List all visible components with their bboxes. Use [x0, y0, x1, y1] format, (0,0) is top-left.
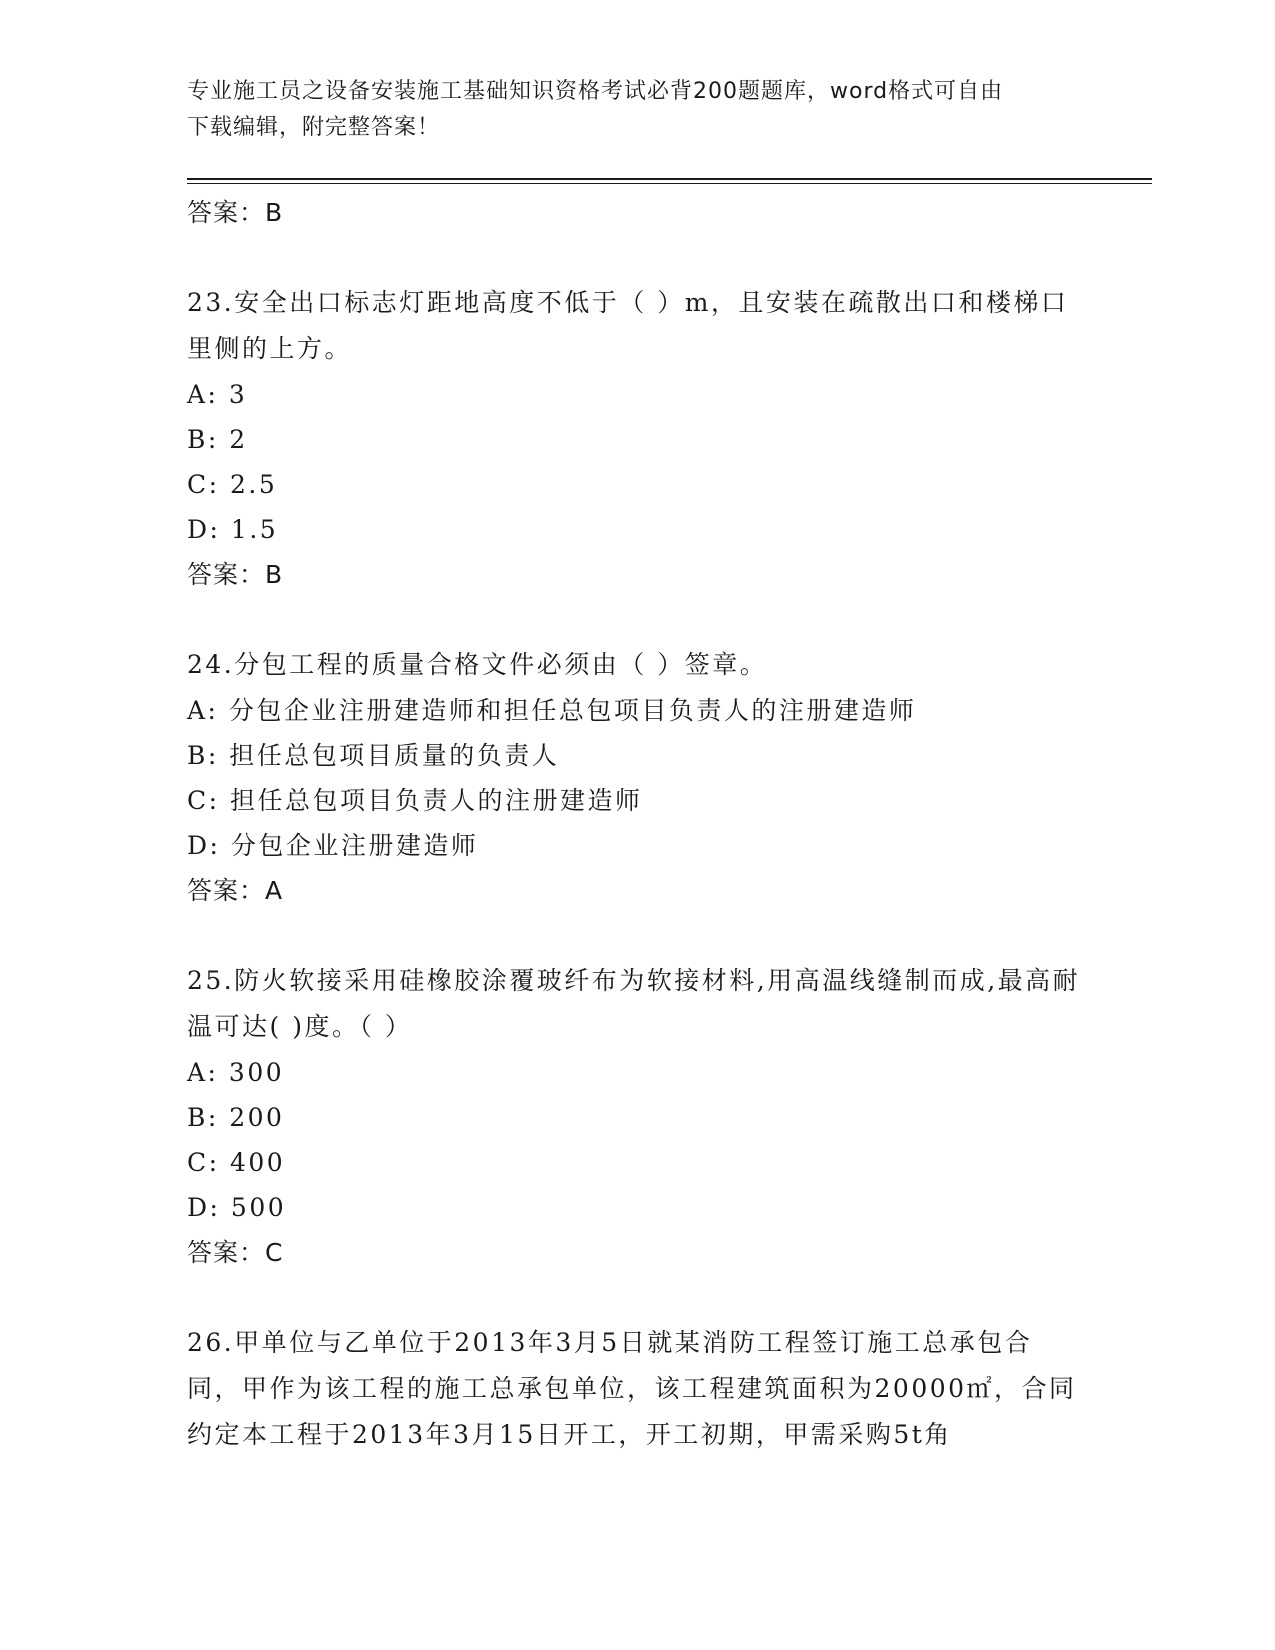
spacer — [187, 598, 1087, 642]
answer-line: 答案：B — [187, 198, 284, 227]
document-header — [187, 74, 1077, 146]
option-a: A: 分包企业注册建造师和担任总包项目负责人的注册建造师 — [187, 696, 917, 725]
option-c: C: 担任总包项目负责人的注册建造师 — [187, 786, 643, 815]
question-text: 24.分包工程的质量合格文件必须由（ ）签章。 — [187, 650, 768, 679]
option-d: D: 分包企业注册建造师 — [187, 831, 479, 860]
question-block — [187, 280, 1087, 598]
option-b: B: 200 — [187, 1103, 285, 1132]
option-a: A: 3 — [187, 380, 248, 409]
option-c: C: 2.5 — [187, 470, 278, 499]
spacer — [187, 1276, 1087, 1320]
option-c: C: 400 — [187, 1148, 286, 1177]
question-block — [187, 958, 1087, 1276]
question-text: 23.安全出口标志灯距地高度不低于（ ）m，且安装在疏散出口和楼梯口里侧的上方。 — [187, 288, 1069, 363]
answer-line: 答案：B — [187, 560, 284, 589]
option-d: D: 500 — [187, 1193, 287, 1222]
option-d: D: 1.5 — [187, 515, 279, 544]
option-b: B: 2 — [187, 425, 248, 454]
spacer — [187, 236, 1087, 280]
answer-line: 答案：A — [187, 876, 284, 905]
option-b: B: 担任总包项目质量的负责人 — [187, 741, 560, 770]
question-text: 26.甲单位与乙单位于2013年3月5日就某消防工程签订施工总承包合同，甲作为该工程的施工总承包单位，该工程建筑面积为20000㎡，合同约定本工程于2013年3月15日开工，开工初期，甲需采购5t角 — [187, 1328, 1077, 1449]
question-block — [187, 1320, 1087, 1458]
header-rule-thick — [187, 178, 1152, 180]
question-block — [187, 642, 1087, 914]
option-a: A: 300 — [187, 1058, 285, 1087]
header-title-line-1: 专业施工员之设备安装施工基础知识资格考试必背200题题库，word格式可自由 — [187, 79, 1004, 104]
header-title-line-2: 下载编辑，附完整答案！ — [187, 115, 441, 140]
answer-line: 答案：C — [187, 1238, 284, 1267]
spacer — [187, 914, 1087, 958]
header-rule-thin — [187, 183, 1152, 184]
question-text: 25.防火软接采用硅橡胶涂覆玻纤布为软接材料,用高温线缝制而成,最高耐温可达( )度。（ ） — [187, 966, 1081, 1041]
document-body — [187, 190, 1087, 1458]
